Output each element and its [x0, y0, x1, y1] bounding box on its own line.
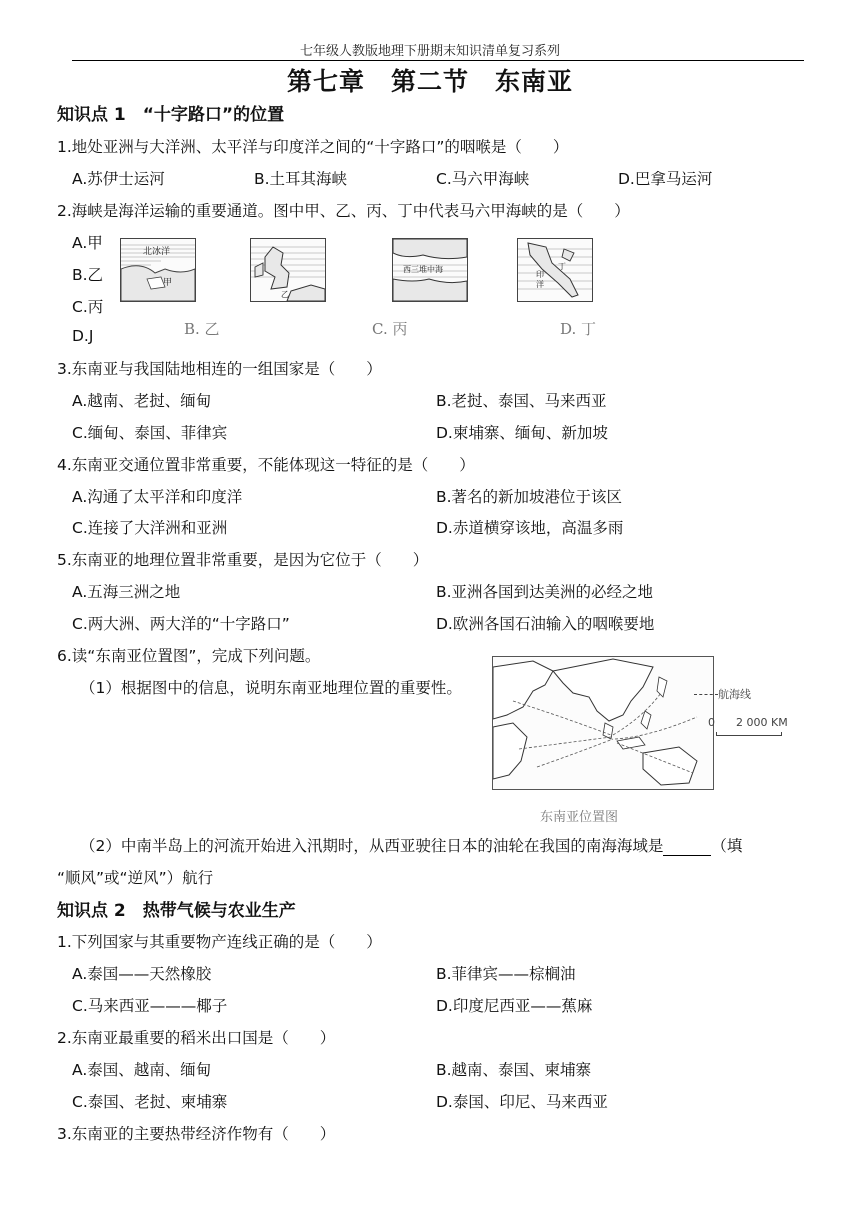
option-d: D.柬埔寨、缅甸、新加坡: [436, 424, 608, 442]
section-heading-1: 知识点 1 “十字路口”的位置: [57, 105, 285, 125]
option-c: C.缅甸、泰国、菲律宾: [72, 424, 228, 442]
legend-route-line: [694, 694, 718, 695]
scale-label: 2 000 KM: [736, 716, 788, 729]
sub-question-2: [80, 834, 742, 856]
option-d: D.巴拿马运河: [618, 170, 713, 188]
question-stem: 1.地处亚洲与大洋洲、太平洋与印度洋之间的“十字路口”的咽喉是（ ）: [57, 138, 569, 156]
option-a: A.泰国、越南、缅甸: [72, 1061, 212, 1079]
option-b: B.土耳其海峡: [254, 170, 348, 188]
map-label-c: C. 丙: [372, 320, 408, 338]
map-label-d: D. 丁: [560, 320, 597, 338]
scale-zero: 0: [708, 716, 715, 729]
strait-map-yi: [250, 238, 326, 302]
svg-text:西三堆中海: 西三堆中海: [403, 265, 443, 274]
option-c: C.丙: [72, 298, 104, 316]
sub-question-2-hint: （填: [711, 837, 743, 855]
svg-text:印: 印: [536, 270, 544, 279]
section-heading-2: 知识点 2 热带气候与农业生产: [57, 901, 296, 921]
option-d: D.欧洲各国石油输入的咽喉要地: [436, 615, 655, 633]
strait-map-yi-figure: [251, 239, 325, 301]
option-c: C.马来西亚———椰子: [72, 997, 228, 1015]
question-stem: 6.读“东南亚位置图”，完成下列问题。: [57, 647, 321, 665]
option-b: B.老挝、泰国、马来西亚: [436, 392, 607, 410]
option-a: A.越南、老挝、缅甸: [72, 392, 212, 410]
page-header: 七年级人教版地理下册期末知识清单复习系列: [299, 44, 560, 59]
svg-text:丁: 丁: [558, 262, 566, 271]
option-a: A.苏伊士运河: [72, 170, 165, 188]
map-label-b: B. 乙: [184, 320, 220, 338]
option-b: B.乙: [72, 266, 104, 284]
question-stem: 5.东南亚的地理位置非常重要，是因为它位于（ ）: [57, 551, 429, 569]
option-a: A.沟通了太平洋和印度洋: [72, 488, 243, 506]
question-stem: 4.东南亚交通位置非常重要，不能体现这一特征的是（ ）: [57, 456, 475, 474]
option-d: D.赤道横穿该地，高温多雨: [436, 519, 624, 537]
answer-blank[interactable]: [663, 840, 711, 856]
option-b: B.著名的新加坡港位于该区: [436, 488, 623, 506]
option-b: B.菲律宾——棕榈油: [436, 965, 576, 983]
sub-question-2-continued: “顺风”或“逆风”）航行: [57, 869, 214, 887]
option-c: C.两大洲、两大洋的“十字路口”: [72, 615, 290, 633]
option-b: B.越南、泰国、柬埔寨: [436, 1061, 592, 1079]
strait-map-jia: [120, 238, 196, 302]
sub-question-1: （1）根据图中的信息，说明东南亚地理位置的重要性。: [80, 679, 462, 697]
svg-text:北冰洋: 北冰洋: [143, 247, 171, 257]
option-a: A.泰国——天然橡胶: [72, 965, 212, 983]
question-stem: 1.下列国家与其重要物产连线正确的是（ ）: [57, 933, 382, 951]
strait-map-ding-figure: [518, 239, 592, 301]
southeast-asia-location-map: [492, 656, 714, 790]
chapter-title: 第七章 第二节 东南亚: [286, 67, 573, 96]
option-d: D.印度尼西亚——蕉麻: [436, 997, 593, 1015]
question-stem: 2.海峡是海洋运输的重要通道。图中甲、乙、丙、丁中代表马六甲海峡的是（ ）: [57, 202, 630, 220]
map-caption: 东南亚位置图: [540, 810, 619, 825]
strait-map-ding: [517, 238, 593, 302]
option-d: D.泰国、印尼、马来西亚: [436, 1093, 608, 1111]
option-c: C.马六甲海峡: [436, 170, 530, 188]
svg-text:乙: 乙: [281, 290, 289, 299]
strait-map-jia-figure: [121, 239, 195, 301]
svg-text:洋: 洋: [536, 280, 544, 289]
sub-question-2-text: （2）中南半岛上的河流开始进入汛期时，从西亚驶往日本的油轮在我国的南海海域是: [80, 837, 664, 855]
option-a: A.五海三洲之地: [72, 583, 181, 601]
svg-text:甲: 甲: [163, 278, 173, 288]
strait-map-bing: [392, 238, 468, 302]
option-a: A.甲: [72, 234, 103, 252]
option-c: C.连接了大洋洲和亚洲: [72, 519, 228, 537]
question-stem: 3.东南亚的主要热带经济作物有（ ）: [57, 1125, 336, 1143]
option-b: B.亚洲各国到达美洲的必经之地: [436, 583, 654, 601]
strait-map-bing-figure: [393, 239, 467, 301]
option-d: D.J: [72, 327, 94, 345]
legend-route-label: 航海线: [718, 688, 751, 701]
scale-bar: [716, 732, 782, 736]
option-c: C.泰国、老挝、柬埔寨: [72, 1093, 228, 1111]
question-stem: 3.东南亚与我国陆地相连的一组国家是（ ）: [57, 360, 382, 378]
question-stem: 2.东南亚最重要的稻米出口国是（ ）: [57, 1029, 336, 1047]
southeast-asia-map-figure: [493, 657, 713, 789]
header-rule: [72, 60, 804, 61]
